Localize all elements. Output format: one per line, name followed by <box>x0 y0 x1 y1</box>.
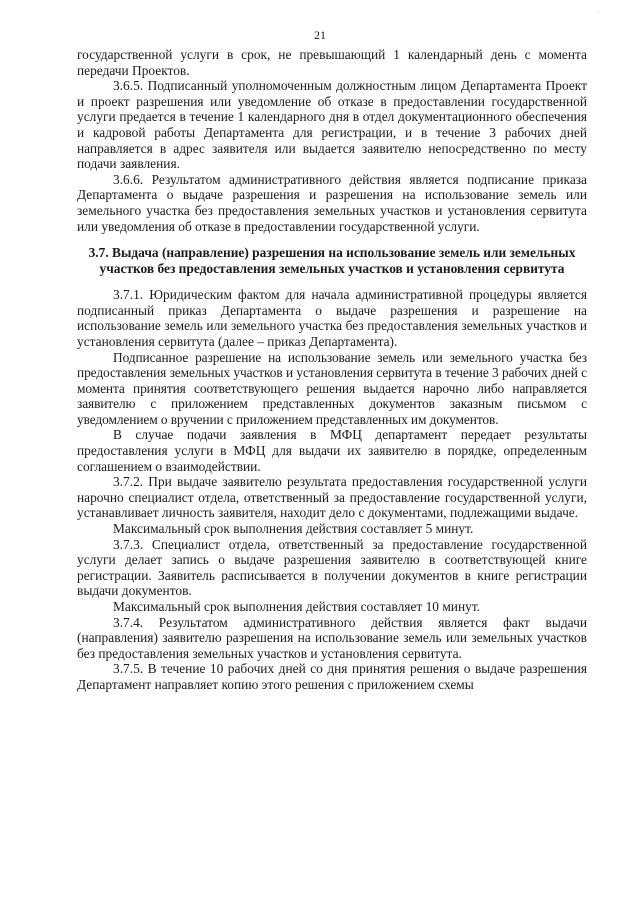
paragraph-mfc: В случае подачи заявления в МФЦ департамент передает результаты предоставления услуги в МФЦ для выдачи их заявителю в порядке, определенным соглашением о взаимодействии. <box>77 427 587 474</box>
paragraph-signed-permit: Подписанное разрешение на использование земель или земельного участка без предоставления земельных участков и установления сервитута в течение 3 рабочих дней с момента принятия соответствующего решения выдается нарочно либо направляется заявителю с приложением представленных документов заказным письмом с уведомлением о вручении с приложением представленных им документов. <box>77 349 587 427</box>
document-body <box>77 47 587 693</box>
paragraph-3-7-3: 3.7.3. Специалист отдела, ответственный за предоставление государственной услуги делает запись о выдаче разрешения заявителю в соответствующей книге регистрации. Заявитель расписывается в получении документов в книге регистрации выдачи документов. <box>77 536 587 599</box>
paragraph-max-time-5: Максимальный срок выполнения действия составляет 5 минут. <box>113 521 474 537</box>
paragraph-3-6-5: 3.6.5. Подписанный уполномоченным должностным лицом Департамента Проект и проект разрешения или уведомление об отказе в предоставлении государственной услуги предается в течение 1 календарного дня в отдел документационного обеспечения и кадровой работы Департамента для регистрации, и в течение 3 рабочих дней направляется в адрес заявителя или выдается заявителю непосредственно по месту подачи заявления. <box>77 78 587 172</box>
paragraph-max-time-10: Максимальный срок выполнения действия составляет 10 минут. <box>113 599 481 614</box>
corner-mark: · <box>598 10 600 16</box>
paragraph-3-7-4: 3.7.4. Результатом административного действия является факт выдачи (направления) заявителю разрешения на использование земель или земельных участков без предоставления земельных участков и установления сервитута. <box>77 614 587 661</box>
page-number: 21 <box>314 28 326 42</box>
paragraph-3-6-6: 3.6.6. Результатом административного действия является подписание приказа Департамента о выдаче разрешения и разрешения на использование земель или земельного участка без предоставления земельных участков и установления сервитута или уведомления об отказе в предоставлении государственной услуги. <box>77 171 587 234</box>
paragraph-continuation: государственной услуги в срок, не превышающий 1 календарный день с момента передачи Проектов. <box>77 47 587 78</box>
paragraph-3-7-5: 3.7.5. В течение 10 рабочих дней со дня принятия решения о выдаче разрешения Департамент направляет копию этого решения с приложением схемы <box>77 661 587 692</box>
paragraph-3-7-1: 3.7.1. Юридическим фактом для начала административной процедуры является подписанный приказ Департамента о выдаче разрешения и разрешение на использование земель или земельного участка без предоставления земельных участков и установления сервитута (далее – приказ Департамента). <box>77 287 587 349</box>
section-heading-3-7: 3.7. Выдача (направление) разрешения на использование земель или земельных участков без предоставления земельных участков и установления сервитута <box>88 245 576 277</box>
paragraph-3-7-2: 3.7.2. При выдаче заявителю результата предоставления государственной услуги нарочно специалист отдела, ответственный за предоставление государственной услуги, устанавливает личность заявителя, находит дело с документами, подлежащими выдаче. <box>77 474 587 521</box>
